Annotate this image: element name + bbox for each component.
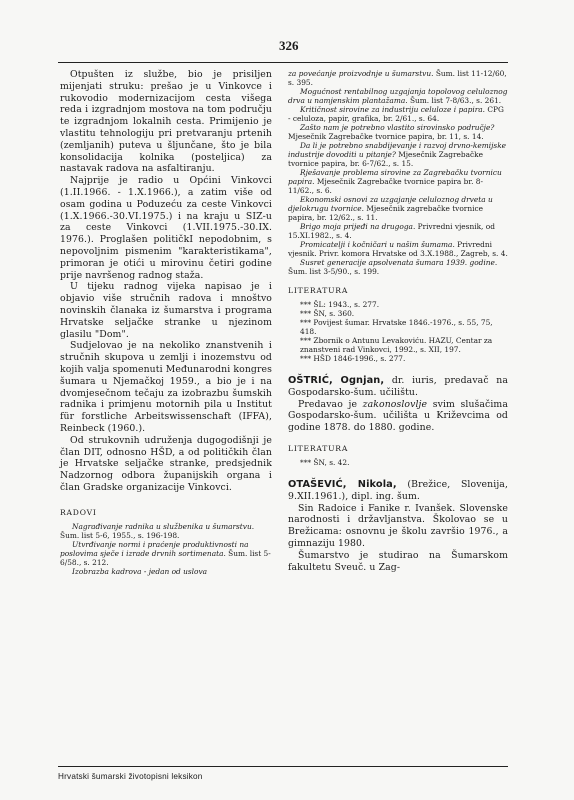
entry-firstname: Ognjan, bbox=[340, 375, 385, 386]
literature-item: *** ŠN, s. 42. bbox=[300, 457, 350, 467]
literatura-heading: LITERATURA bbox=[288, 286, 349, 295]
bibliography-title: za povećanje proizvodnje u šumarstvu. bbox=[288, 69, 434, 78]
literature-item: *** ŠN, s. 360. bbox=[300, 309, 355, 318]
footer-rule bbox=[58, 766, 508, 767]
radovi-heading: RADOVI bbox=[60, 507, 97, 517]
entry-body-italic: zakonoslovlje bbox=[362, 398, 428, 410]
bibliography-item bbox=[60, 540, 272, 567]
bibliography-title: Izobrazba kadrova - jedan od uslova bbox=[72, 566, 208, 576]
entry-body-text: Predavao je bbox=[298, 398, 363, 410]
paragraph-career: Najprije je radio u Općini Vinkovci (1.II.1966. - 1.X.1966.), a zatim više od osam godina u Poduzeću za ceste Vinkovci (1.X.1966.-30.VI.1975.) i na kraju u SIZ-u za ceste Vinkovci (1.VII.1975.-30.IX. 1976.). Proglašen političkI nepodobnim, s nepovoljnim pismenim "karakteristikama", primoran je otići u mirovinu četiri godine prije navršenog radnog staža. bbox=[60, 175, 272, 281]
bibliography-source: Privredni vjesnik. Privr. komora Hrvatske od 3.X.1988., Zagreb, s. 4. bbox=[288, 240, 508, 258]
right-column bbox=[288, 69, 508, 573]
entry-headline-rest: (Brežice, Slovenija, 9.XII.1961.), dipl. ing. šum. bbox=[288, 478, 508, 502]
entry-otasevic-paragraph: Sin Radoice i Fanike r. Ivanšek. Slovenske narodnosti i državljanstva. Školovao se u Brežicama: osnovnu je školu završio 1976., a gimnaziju 1980. bbox=[288, 502, 508, 549]
bibliography-source: Mjesečnik Zagrebačke tvornice papira, br. 6-7/62., s. 15. bbox=[288, 150, 483, 168]
bibliography-item bbox=[288, 222, 508, 240]
bibliography-source: Šum. list 11-12/60, s. 395. bbox=[288, 69, 507, 87]
bibliography-title: Zašto nam je potrebno vlastito sirovinsko područje? bbox=[300, 123, 495, 132]
page-number: 326 bbox=[279, 38, 299, 53]
literatura-heading-2: LITERATURA bbox=[288, 443, 349, 453]
literature-item: *** Zbornik o Antunu Levakoviću. HAZU, Centar za znanstveni rad Vinkovci, 1992., s. XII, 197. bbox=[300, 336, 493, 354]
header-rule bbox=[58, 62, 508, 63]
bibliography-item bbox=[288, 69, 508, 87]
bibliography-title: Kritičnost sirovine za industriju celuloze i papira. bbox=[300, 105, 485, 114]
entry-otasevic-headline bbox=[288, 479, 508, 503]
paragraph-employment: Otpušten iz službe, bio je prisiljen mijenjati struku: prešao je u Vinkovce i rukovodio modernizacijom cesta višega reda i izgradnjom mostova na tom području te izgradnjom lokalnih cesta. Primijenio je vlastitu tehnologiju pri pretvaranju prtenih (zemljanih) puteva u šljunčane, što je bila konsolidacija kolnika (posteljica) za nastavak radova na asfaltiranju. bbox=[60, 69, 272, 175]
bibliography-title: Ekonomski osnovi za uzgajanje celuloznog drveta u djelokrugu tvornice. bbox=[288, 195, 493, 213]
bibliography-title: Promicatelji i kočničari u našim šumama. bbox=[300, 240, 455, 249]
bibliography-source: CPG - celuloza, papir, grafika, br. 2/61., s. 64. bbox=[288, 105, 504, 123]
entry-otasevic-paragraph: Šumarstvo je studirao na Šumarskom fakultetu Sveuč. u Zag- bbox=[288, 549, 508, 573]
bibliography-title: Brigo moja prijeđi na drugoga. bbox=[300, 222, 416, 231]
entry-otasevic bbox=[288, 479, 508, 573]
bibliography-item bbox=[288, 105, 508, 123]
bibliography-source: Mjesečnik Zagrebačke tvornice papira br. 8-11/62., s. 6. bbox=[288, 177, 484, 195]
bibliography-source: Privredni vjesnik, od 15.XI.1982., s. 4. bbox=[288, 222, 495, 240]
entry-body-text: svim slušačima Gospodarsko-šum. učilišta u Križevcima od godine 1878. do 1880. godine. bbox=[288, 398, 508, 434]
footer-title: Hrvatski šumarski životopisni leksikon bbox=[58, 772, 203, 781]
bibliography-source: Šum. list 5-6, 1955., s. 196-198. bbox=[60, 530, 180, 540]
bibliography-title: Rješavanje problema sirovine za Zagrebačku tvornicu papira. bbox=[288, 168, 502, 186]
bibliography-source: Šum. list 5-6/58., s. 212. bbox=[60, 548, 271, 567]
entry-surname: OŠTRIĆ, bbox=[288, 375, 333, 386]
bibliography-item bbox=[60, 522, 272, 540]
bibliography-source: Mjesečnik Zagrebačke tvornice papira, br. 11, s. 14. bbox=[288, 132, 484, 141]
bibliography-item bbox=[60, 567, 272, 576]
paragraph-memberships: Od strukovnih udruženja dugogodišnji je član DIT, odnosno HŠD, a od političkih član je Hrvatske seljačke stranke, predsjednik Nadzornog odbora županijskih organa i član Gradske organizacije Vinkovci. bbox=[60, 434, 272, 493]
bibliography-item bbox=[288, 123, 508, 141]
bibliography-item bbox=[288, 195, 508, 222]
left-column bbox=[60, 69, 272, 576]
bibliography-item bbox=[288, 240, 508, 258]
bibliography-title: Mogućnost rentabilnog uzgajanja topolovog celuloznog drva u namjenskim plantažama. bbox=[288, 87, 508, 105]
entry-ostric bbox=[288, 375, 508, 434]
bibliography-title: Utvrđivanje normi i praćenje produktivnosti na poslovima sječe i izrade drvnih sortimenata. bbox=[60, 539, 249, 558]
literature-item: *** Povijest šumar. Hrvatske 1846.-1976., s. 55, 75, 418. bbox=[300, 318, 493, 336]
bibliography-item bbox=[288, 141, 508, 168]
literature-item: *** HŠD 1846-1996., s. 277. bbox=[300, 354, 406, 363]
entry-ostric-body bbox=[288, 399, 508, 434]
bibliography-title: Nagrađivanje radnika u službenika u šumarstvu. bbox=[72, 521, 255, 531]
entry-surname: OTAŠEVIĆ, Nikola, bbox=[288, 478, 397, 490]
bibliography-item bbox=[288, 258, 508, 276]
bibliography-title: Da li je potrebno snabdijevanje i razvoj drvno-kemijske industrije dovoditi u pitanje? bbox=[288, 141, 507, 159]
bibliography-source: Šum. list 7-8/63., s. 261. bbox=[407, 96, 502, 105]
paragraph-conferences: Sudjelovao je na nekoliko znanstvenih i stručnih skupova u zemlji i inozemstvu od kojih valja spomenuti Međunarodni kongres šumara u Njemačkoj 1959., a bio je i na dvomjesečnom tečaju za izobrazbu šumskih radnika i primjenu motornih pila u Institut für forstliche Arbeitswissenschaft (IFFA), Reinbeck (1960.). bbox=[60, 340, 272, 434]
bibliography-item bbox=[288, 87, 508, 105]
paragraph-publications: U tijeku radnog vijeka napisao je i objavio više stručnih radova i mnoštvo novinskih članaka iz šumarstva i programa Hrvatske seljačke stranke u njezinom glasilu "Dom". bbox=[60, 281, 272, 340]
bibliography-title: Susret generacije apsolvenata šumara 1939. godine. bbox=[300, 258, 498, 267]
bibliography-source: Šum. list 3-5/90., s. 199. bbox=[288, 267, 380, 276]
literature-item: *** ŠL: 1943., s. 277. bbox=[300, 300, 380, 309]
entry-headline-rest: dr. iuris, predavač na Gospodarsko-šum. učilištu. bbox=[288, 375, 508, 398]
bibliography-item bbox=[288, 168, 508, 195]
bibliography-source: Mjesečnik zagrebačke tvornice papira, br. 12/62., s. 11. bbox=[288, 204, 483, 222]
entry-ostric-headline bbox=[288, 375, 508, 399]
